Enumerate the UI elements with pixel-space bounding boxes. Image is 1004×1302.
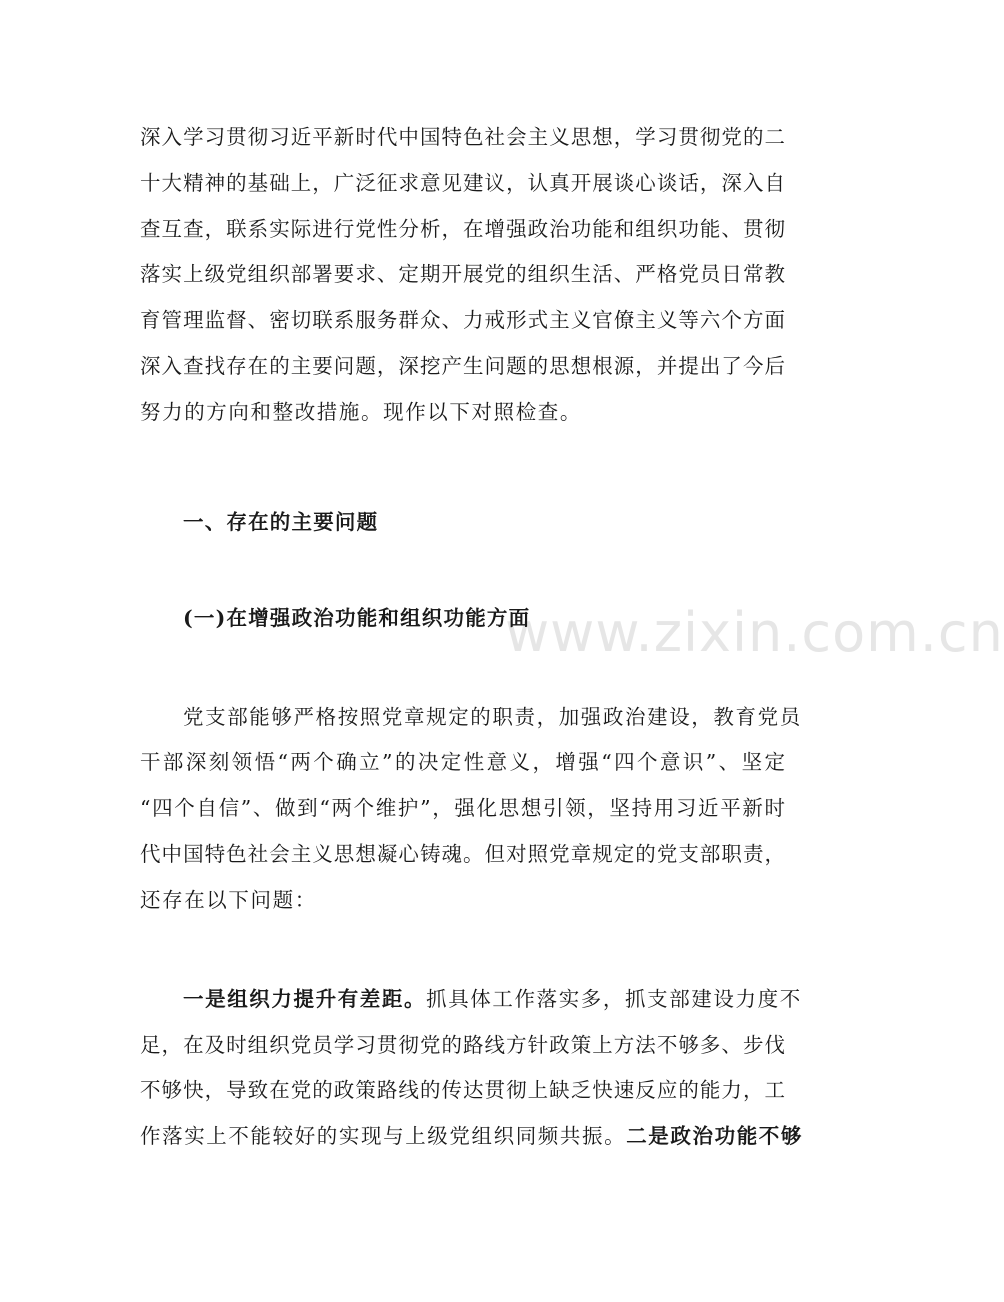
para2-line-3: 不够快，导致在党的政策路线的传达贯彻上缺乏快速反应的能力，工 (140, 1078, 785, 1102)
para2-line-2: 足，在及时组织党员学习贯彻党的路线方针政策上方法不够多、步伐 (140, 1033, 785, 1057)
intro-line-1: 深入学习贯彻习近平新时代中国特色社会主义思想，学习贯彻党的二 (140, 125, 785, 149)
intro-line-3: 查互查，联系实际进行党性分析，在增强政治功能和组织功能、贯彻 (140, 217, 785, 241)
subsection-heading: (一)在增强政治功能和组织功能方面 (183, 606, 531, 630)
para1-line-1: 党支部能够严格按照党章规定的职责，加强政治建设，教育党员 (183, 705, 802, 729)
intro-line-6: 深入查找存在的主要问题，深挖产生问题的思想根源，并提出了今后 (140, 354, 785, 378)
para2-line-4-bold: 二是政治功能不够 (626, 1124, 804, 1148)
para1-line-5: 还存在以下问题： (140, 888, 317, 912)
para1-line-3: “四个自信”、做到“两个维护”，强化思想引领，坚持用习近平新时 (140, 796, 785, 820)
intro-line-4: 落实上级党组织部署要求、定期开展党的组织生活、严格党员日常教 (140, 262, 785, 286)
para1-line-4: 代中国特色社会主义思想凝心铸魂。但对照党章规定的党支部职责， (140, 842, 785, 866)
watermark: www.zixin.com.cn (505, 601, 1004, 664)
para2-line-4-text: 作落实上不能较好的实现与上级党组织同频共振。 (140, 1124, 627, 1148)
section-heading: 一、存在的主要问题 (183, 510, 379, 534)
para2-line-1 (183, 984, 802, 1014)
para1-line-2: 干部深刻领悟“两个确立”的决定性意义，增强“四个意识”、坚定 (140, 750, 785, 774)
para2-bold-lead: 一是组织力提升有差距。 (183, 987, 427, 1011)
para2-line-4 (140, 1121, 804, 1151)
intro-line-2: 十大精神的基础上，广泛征求意见建议，认真开展谈心谈话，深入自 (140, 171, 785, 195)
intro-line-5: 育管理监督、密切联系服务群众、力戒形式主义官僚主义等六个方面 (140, 308, 785, 332)
para2-line-1-text: 抓具体工作落实多，抓支部建设力度不 (426, 987, 802, 1011)
intro-line-7: 努力的方向和整改措施。现作以下对照检查。 (140, 400, 582, 424)
